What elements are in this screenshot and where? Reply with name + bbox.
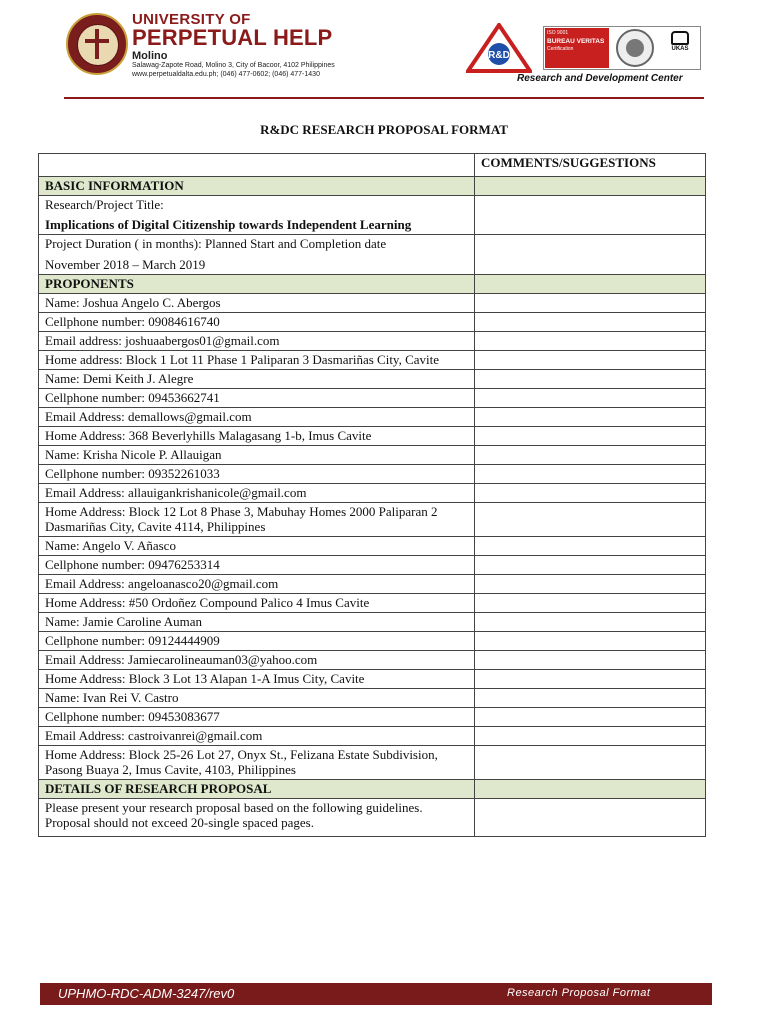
bureau-veritas-seal-icon xyxy=(616,29,654,67)
comment-cell[interactable] xyxy=(475,651,706,670)
comment-cell[interactable] xyxy=(475,689,706,708)
table-row xyxy=(39,313,706,332)
bureau-veritas-badge: ISO 9001 BUREAU VERITAS Certification xyxy=(545,28,609,68)
comment-cell[interactable] xyxy=(475,799,706,837)
details-text: Please present your research proposal based on the following guidelines. Proposal should not exceed 20-single spaced pages. xyxy=(39,799,475,837)
table-row xyxy=(39,408,706,427)
comment-cell[interactable] xyxy=(475,613,706,632)
proponent-home-address: Home Address: Block 12 Lot 8 Phase 3, Mabuhay Homes 2000 Paliparan 2 Dasmariñas City, Cavite 4114, Philippines xyxy=(39,503,475,537)
table-row xyxy=(39,446,706,465)
proponent-email: Email Address: angeloanasco20@gmail.com xyxy=(39,575,475,594)
proponent-name: Name: Jamie Caroline Auman xyxy=(39,613,475,632)
comment-cell[interactable] xyxy=(475,177,706,196)
research-center-label: Research and Development Center xyxy=(517,73,683,84)
comment-cell[interactable] xyxy=(475,275,706,294)
ukas-badge: UKAS xyxy=(662,29,698,67)
duration-value: November 2018 – March 2019 xyxy=(45,257,206,272)
proponent-email: Email Address: demallows@gmail.com xyxy=(39,408,475,427)
comments-header: COMMENTS/SUGGESTIONS xyxy=(475,154,706,177)
proponent-name: Name: Demi Keith J. Alegre xyxy=(39,370,475,389)
comment-cell[interactable] xyxy=(475,727,706,746)
proponent-email: Email address: joshuaabergos01@gmail.com xyxy=(39,332,475,351)
table-row xyxy=(39,370,706,389)
proponent-cellphone: Cellphone number: 09476253314 xyxy=(39,556,475,575)
proponent-home-address: Home Address: #50 Ordoñez Compound Palico 4 Imus Cavite xyxy=(39,594,475,613)
comment-cell[interactable] xyxy=(475,196,706,235)
footer-code: UPHMO-RDC-ADM-3247/rev0 xyxy=(58,986,235,1001)
proponent-cellphone: Cellphone number: 09453083677 xyxy=(39,708,475,727)
table-row xyxy=(39,332,706,351)
page-footer xyxy=(40,983,712,1005)
table-row xyxy=(39,689,706,708)
comment-cell[interactable] xyxy=(475,537,706,556)
basic-info-row xyxy=(39,177,706,196)
table-row xyxy=(39,294,706,313)
proponent-cellphone: Cellphone number: 09352261033 xyxy=(39,465,475,484)
svg-text:R&D: R&D xyxy=(488,50,510,61)
project-title-row xyxy=(39,196,706,235)
table-row xyxy=(39,594,706,613)
university-name-line1: UNIVERSITY OF xyxy=(132,11,251,28)
table-row xyxy=(39,575,706,594)
comment-cell[interactable] xyxy=(475,484,706,503)
comment-cell[interactable] xyxy=(475,780,706,799)
comment-cell[interactable] xyxy=(475,708,706,727)
proponent-email: Email Address: Jamiecarolineauman03@yahoo.com xyxy=(39,651,475,670)
proponent-cellphone: Cellphone number: 09124444909 xyxy=(39,632,475,651)
table-row xyxy=(39,351,706,370)
table-row xyxy=(39,727,706,746)
table-row xyxy=(39,427,706,446)
comment-cell[interactable] xyxy=(475,446,706,465)
comment-cell[interactable] xyxy=(475,235,706,275)
comment-cell[interactable] xyxy=(475,746,706,780)
proponent-name: Name: Angelo V. Añasco xyxy=(39,537,475,556)
project-title: Implications of Digital Citizenship towards Independent Learning xyxy=(45,217,412,232)
comment-cell[interactable] xyxy=(475,370,706,389)
table-row xyxy=(39,651,706,670)
university-address: Salawag-Zapote Road, Molino 3, City of Bacoor, 4102 Philippines xyxy=(132,62,335,69)
comment-cell[interactable] xyxy=(475,670,706,689)
proponent-home-address: Home Address: 368 Beverlyhills Malagasang 1-b, Imus Cavite xyxy=(39,427,475,446)
table-row xyxy=(39,503,706,537)
comment-cell[interactable] xyxy=(475,503,706,537)
table-row xyxy=(39,484,706,503)
basic-info-label: BASIC INFORMATION xyxy=(39,177,475,196)
comment-cell[interactable] xyxy=(475,294,706,313)
comment-cell[interactable] xyxy=(475,556,706,575)
comment-cell[interactable] xyxy=(475,332,706,351)
table-row xyxy=(39,389,706,408)
comment-cell[interactable] xyxy=(475,389,706,408)
proponent-home-address: Home Address: Block 3 Lot 13 Alapan 1-A Imus City, Cavite xyxy=(39,670,475,689)
crown-icon xyxy=(671,31,689,45)
details-text-row xyxy=(39,799,706,837)
proponent-email: Email Address: castroivanrei@gmail.com xyxy=(39,727,475,746)
comment-cell[interactable] xyxy=(475,632,706,651)
proposal-table xyxy=(38,153,706,837)
proponent-email: Email Address: allauigankrishanicole@gmail.com xyxy=(39,484,475,503)
details-row xyxy=(39,780,706,799)
table-header-row xyxy=(39,154,706,177)
comment-cell[interactable] xyxy=(475,351,706,370)
details-label: DETAILS OF RESEARCH PROPOSAL xyxy=(39,780,475,799)
comment-cell[interactable] xyxy=(475,575,706,594)
university-contact: www.perpetualdalta.edu.ph; (046) 477-0602; (046) 477-1430 xyxy=(132,71,320,78)
table-row xyxy=(39,746,706,780)
table-row xyxy=(39,670,706,689)
comment-cell[interactable] xyxy=(475,427,706,446)
comment-cell[interactable] xyxy=(475,313,706,332)
campus-name: Molino xyxy=(132,50,168,62)
proponent-name: Name: Ivan Rei V. Castro xyxy=(39,689,475,708)
project-title-label: Research/Project Title: xyxy=(45,197,164,212)
proponent-name: Name: Krisha Nicole P. Allauigan xyxy=(39,446,475,465)
proponent-cellphone: Cellphone number: 09084616740 xyxy=(39,313,475,332)
letterhead xyxy=(0,0,768,100)
rdc-logo-icon xyxy=(466,23,532,73)
header-divider xyxy=(64,97,704,99)
duration-row xyxy=(39,235,706,275)
proponent-name: Name: Joshua Angelo C. Abergos xyxy=(39,294,475,313)
table-row xyxy=(39,465,706,484)
duration-label: Project Duration ( in months): Planned Start and Completion date xyxy=(45,236,387,251)
certification-badges xyxy=(543,26,701,70)
table-row xyxy=(39,708,706,727)
footer-label: Research Proposal Format xyxy=(507,987,651,999)
university-seal-icon xyxy=(66,13,128,75)
proponents-label: PROPONENTS xyxy=(39,275,475,294)
university-name-line2: PERPETUAL HELP xyxy=(132,25,333,50)
proponents-row xyxy=(39,275,706,294)
table-row xyxy=(39,632,706,651)
document-title: R&DC RESEARCH PROPOSAL FORMAT xyxy=(260,122,508,137)
proponent-cellphone: Cellphone number: 09453662741 xyxy=(39,389,475,408)
table-row xyxy=(39,613,706,632)
proponent-home-address: Home Address: Block 25-26 Lot 27, Onyx St., Felizana Estate Subdivision, Pasong Buaya 2, Imus Cavite, 4103, Philippines xyxy=(39,746,475,780)
comment-cell[interactable] xyxy=(475,594,706,613)
comment-cell[interactable] xyxy=(475,465,706,484)
table-row xyxy=(39,556,706,575)
comment-cell[interactable] xyxy=(475,408,706,427)
table-row xyxy=(39,537,706,556)
proponent-home-address: Home address: Block 1 Lot 11 Phase 1 Paliparan 3 Dasmariñas City, Cavite xyxy=(39,351,475,370)
